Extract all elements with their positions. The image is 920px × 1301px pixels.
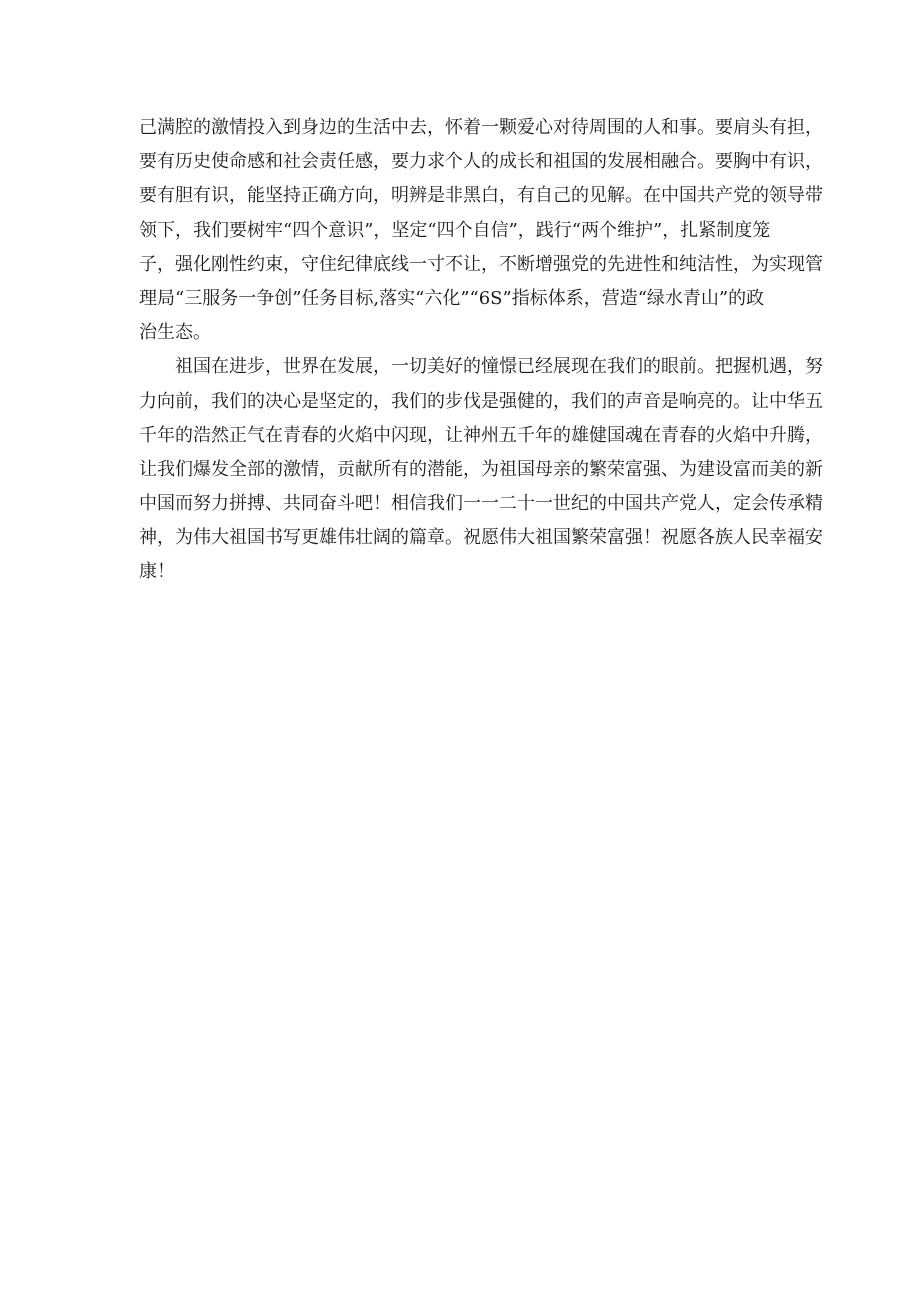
text-line: 子，强化刚性约束，守住纪律底线一寸不让，不断增强党的先进性和纯洁性，为实现管 [139, 253, 823, 275]
text-line: 千年的浩然正气在青春的火焰中闪现，让神州五千年的雄健国魂在青春的火焰中升腾， [139, 424, 823, 446]
text-line: 己满腔的激情投入到身边的生活中去，怀着一颗爱心对待周围的人和事。要肩头有担， [139, 117, 823, 138]
paragraph-2 [139, 350, 823, 589]
text-line: 康！ [139, 561, 175, 583]
text-line: 神，为伟大祖国书写更雄伟壮阔的篇章。祝愿伟大祖国繁荣富强！祝愿各族人民幸福安 [139, 527, 823, 549]
text-line: 祖国在进步，世界在发展，一切美好的憧憬已经展现在我们的眼前。把握机遇，努 [175, 356, 823, 378]
text-line: 力向前，我们的决心是坚定的，我们的步伐是强健的，我们的声音是响亮的。让中华五 [139, 390, 823, 412]
text-line: 要有胆有识，能坚持正确方向，明辨是非黑白，有自己的见解。在中国共产党的领导带 [139, 185, 823, 207]
text-line: 领下，我们要树牢“四个意识”，坚定“四个自信”，践行“两个维护”，扎紧制度笼 [139, 219, 771, 241]
text-line: 要有历史使命感和社会责任感，要力求个人的成长和祖国的发展相融合。要胸中有识， [139, 151, 823, 173]
text-line: 中国而努力拼搏、共同奋斗吧！相信我们一一二十一世纪的中国共产党人，定会传承精 [139, 493, 823, 515]
text-line: 理局“三服务一争创”任务目标,落实“六化”“6S”指标体系，营造“绿水青山”的政 [139, 287, 765, 309]
paragraph-1 [139, 111, 823, 350]
text-line: 治生态。 [139, 322, 211, 344]
document-body [139, 111, 823, 590]
text-line: 让我们爆发全部的激情，贡献所有的潜能，为祖国母亲的繁荣富强、为建设富而美的新 [139, 458, 823, 480]
